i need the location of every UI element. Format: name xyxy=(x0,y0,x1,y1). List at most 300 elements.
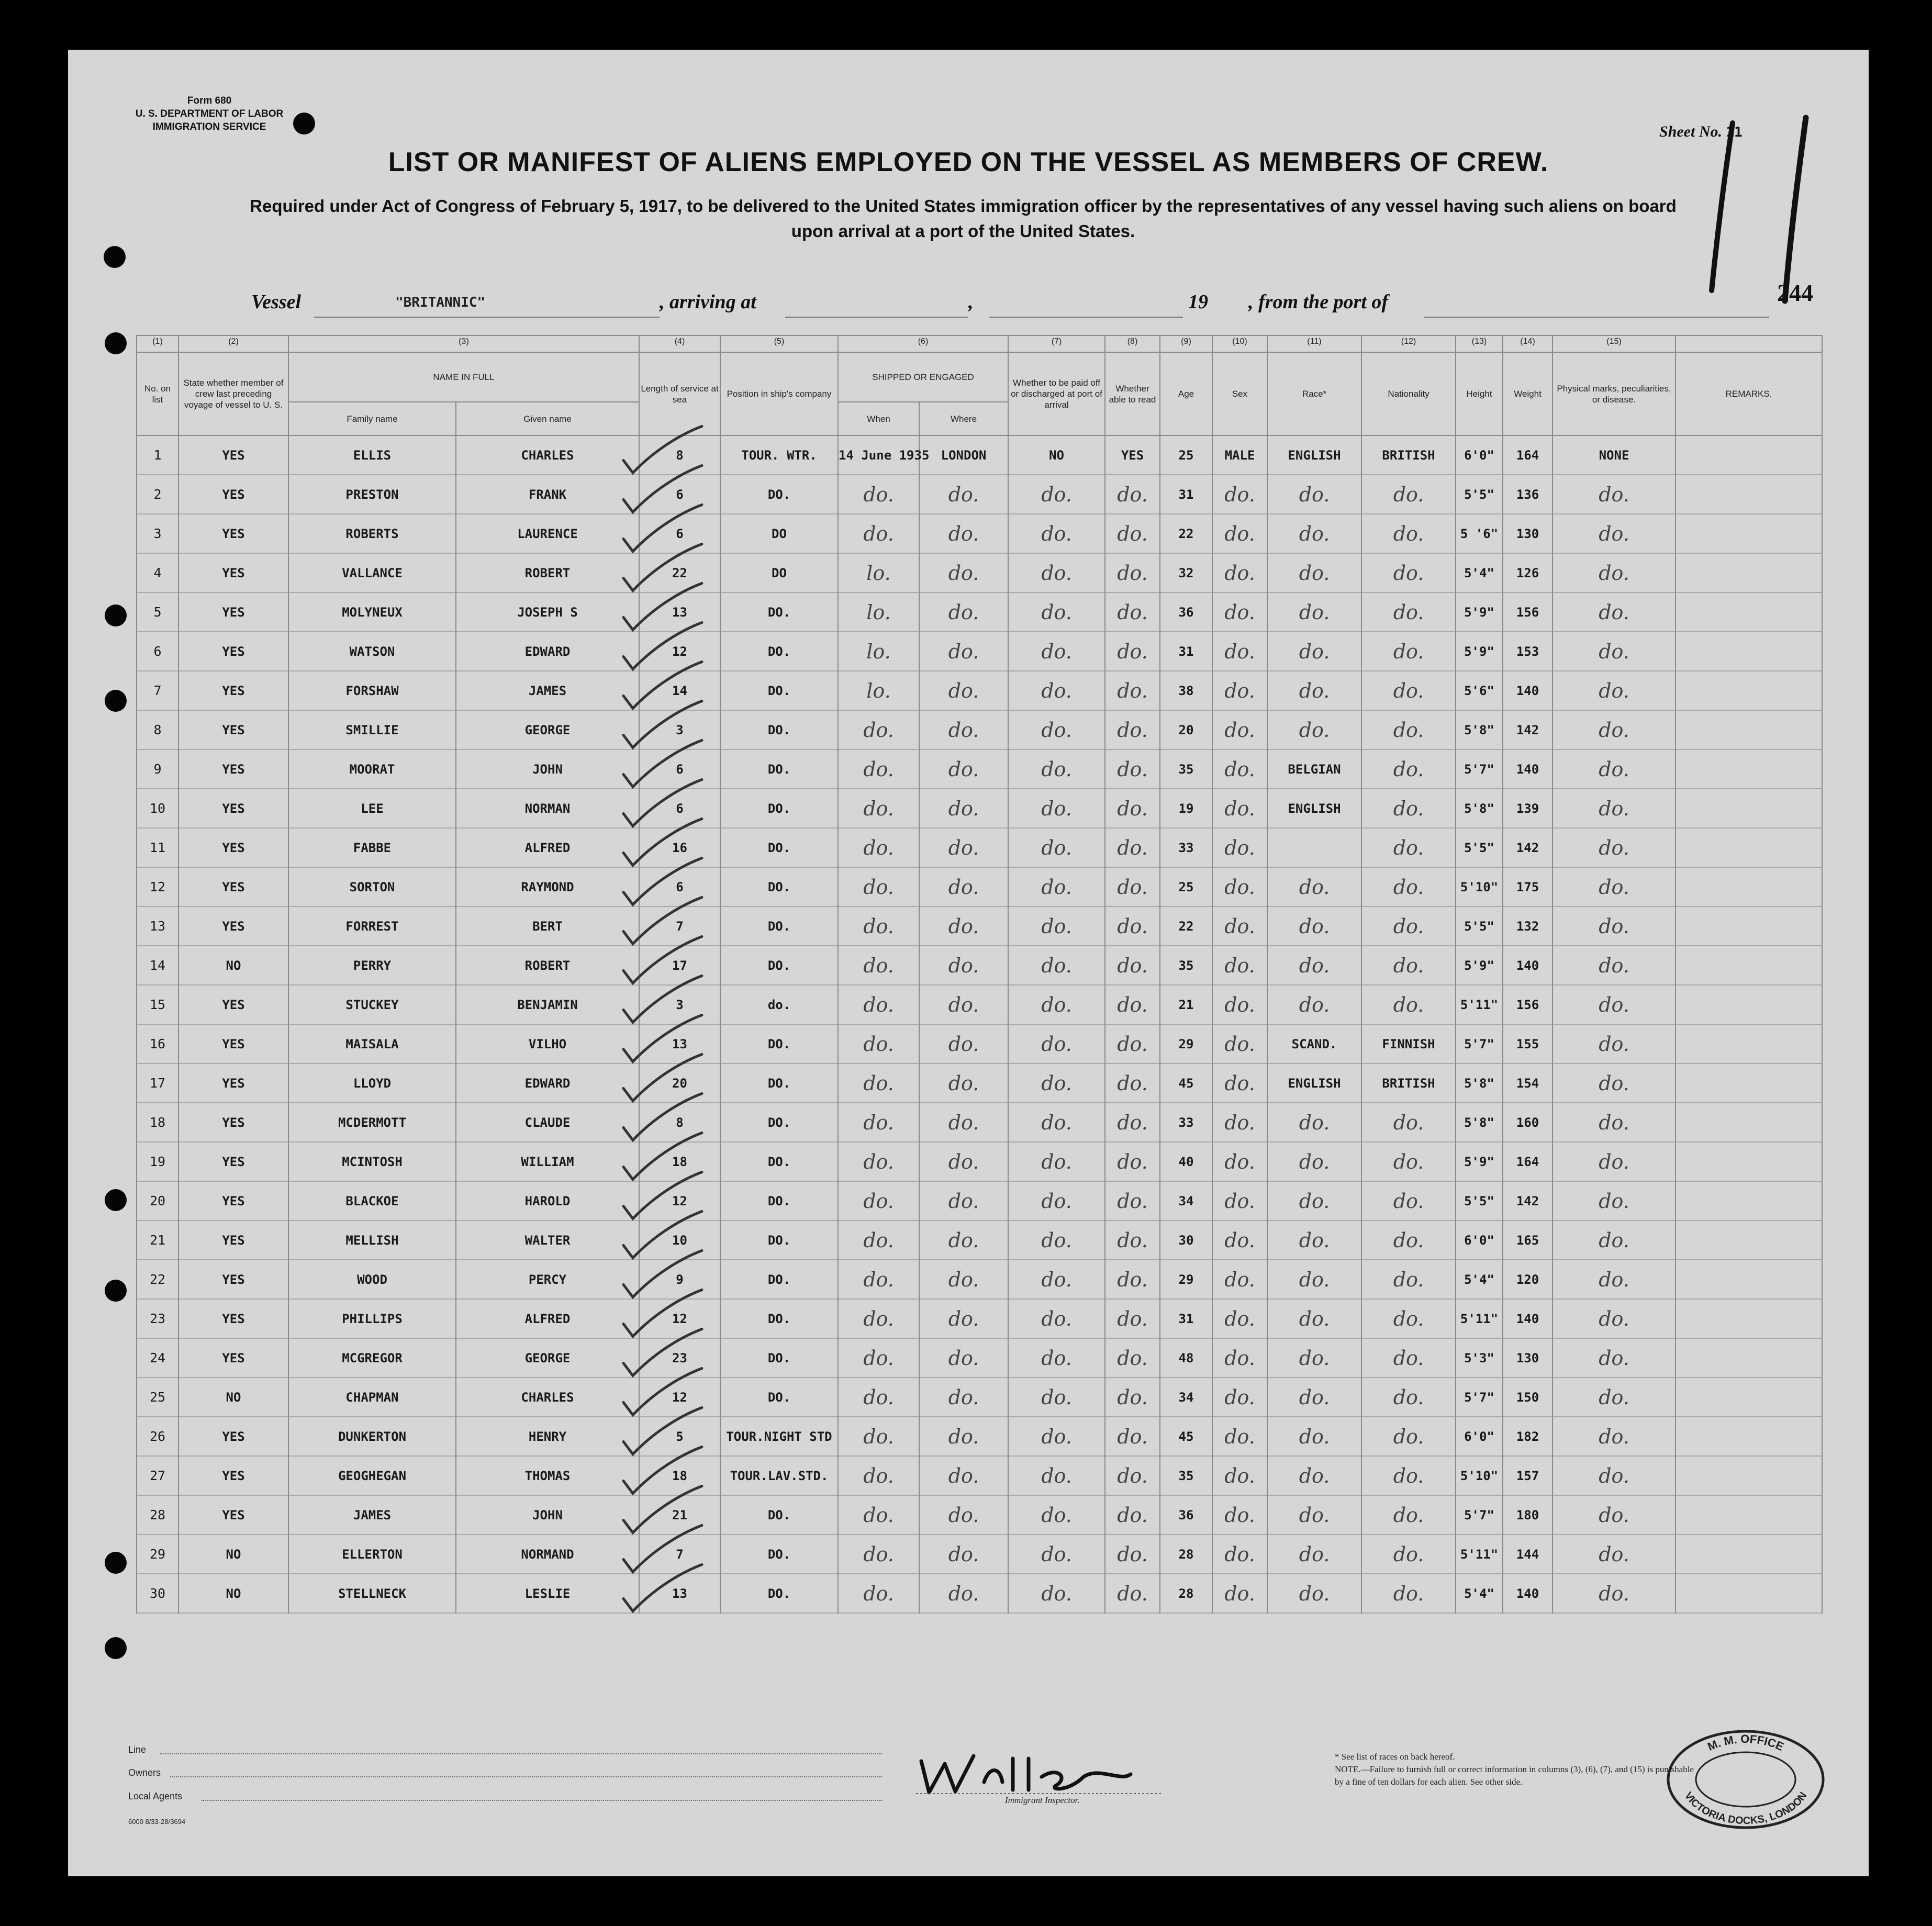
sex-cell: do. xyxy=(1212,710,1267,749)
nationality-cell: do. xyxy=(1361,632,1456,671)
race-cell: do. xyxy=(1267,1535,1361,1574)
svg-text:VICTORIA DOCKS, LONDON xyxy=(1682,1790,1810,1827)
header-physical-marks: Physical marks, peculiarities, or disease. xyxy=(1553,352,1676,435)
engaged-where-cell: do. xyxy=(919,514,1008,553)
manifest-sheet xyxy=(68,50,1869,1876)
position-cell: DO. xyxy=(720,1181,838,1220)
inspector-label: Immigrant Inspector. xyxy=(1005,1795,1080,1805)
note-races: * See list of races on back hereof. xyxy=(1335,1752,1455,1762)
service-length-cell: 6 xyxy=(639,789,720,828)
family-name-cell: WATSON xyxy=(288,632,456,671)
able-to-read-cell: do. xyxy=(1105,592,1160,632)
weight-cell: 153 xyxy=(1503,632,1553,671)
family-name-cell: CHAPMAN xyxy=(288,1378,456,1417)
height-cell: 5'6" xyxy=(1456,671,1503,710)
physical-marks-cell: do. xyxy=(1553,906,1676,946)
engaged-where-cell: do. xyxy=(919,475,1008,514)
table-row xyxy=(137,789,1822,828)
age-cell: 33 xyxy=(1160,1103,1212,1142)
race-cell: do. xyxy=(1267,1378,1361,1417)
race-cell: do. xyxy=(1267,1338,1361,1378)
able-to-read-cell: do. xyxy=(1105,749,1160,789)
weight-cell: 140 xyxy=(1503,1574,1553,1613)
row-number: 9 xyxy=(137,749,178,789)
engaged-where-cell: do. xyxy=(919,1142,1008,1181)
height-cell: 5'10" xyxy=(1456,1456,1503,1495)
service-length-cell: 13 xyxy=(639,1024,720,1063)
engaged-when-cell: do. xyxy=(838,867,919,906)
physical-marks-cell: do. xyxy=(1553,1142,1676,1181)
height-cell: 5'11" xyxy=(1456,985,1503,1024)
nationality-cell: do. xyxy=(1361,1220,1456,1260)
crew-last-voyage-cell: YES xyxy=(178,1024,288,1063)
given-name-cell: HAROLD xyxy=(456,1181,639,1220)
engaged-where-cell: do. xyxy=(919,749,1008,789)
able-to-read-cell: do. xyxy=(1105,1495,1160,1535)
able-to-read-cell: do. xyxy=(1105,632,1160,671)
family-name-cell: PRESTON xyxy=(288,475,456,514)
remarks-cell xyxy=(1676,1417,1822,1456)
crew-last-voyage-cell: NO xyxy=(178,946,288,985)
colnum-5: (5) xyxy=(720,335,838,352)
crew-last-voyage-cell: YES xyxy=(178,592,288,632)
position-cell: DO. xyxy=(720,1024,838,1063)
paid-off-cell: do. xyxy=(1008,906,1105,946)
nationality-cell: do. xyxy=(1361,1456,1456,1495)
race-cell: do. xyxy=(1267,946,1361,985)
age-cell: 40 xyxy=(1160,1142,1212,1181)
able-to-read-cell: do. xyxy=(1105,671,1160,710)
header-name-in-full: NAME IN FULL xyxy=(288,352,639,402)
paid-off-cell: do. xyxy=(1008,1338,1105,1378)
race-cell: do. xyxy=(1267,1181,1361,1220)
engaged-where-cell: do. xyxy=(919,1495,1008,1535)
age-cell: 35 xyxy=(1160,946,1212,985)
weight-cell: 140 xyxy=(1503,1299,1553,1338)
weight-cell: 182 xyxy=(1503,1417,1553,1456)
age-cell: 28 xyxy=(1160,1535,1212,1574)
given-name-cell: GEORGE xyxy=(456,710,639,749)
binding-hole xyxy=(105,1280,127,1302)
line-underline xyxy=(160,1753,882,1754)
able-to-read-cell: do. xyxy=(1105,1378,1160,1417)
table-row xyxy=(137,1456,1822,1495)
remarks-cell xyxy=(1676,710,1822,749)
family-name-cell: SORTON xyxy=(288,867,456,906)
race-cell: do. xyxy=(1267,632,1361,671)
remarks-cell xyxy=(1676,1063,1822,1103)
height-cell: 5'8" xyxy=(1456,789,1503,828)
colnum-3: (3) xyxy=(288,335,639,352)
crew-last-voyage-cell: YES xyxy=(178,1260,288,1299)
physical-marks-cell: do. xyxy=(1553,789,1676,828)
engaged-where-cell: do. xyxy=(919,789,1008,828)
paid-off-cell: do. xyxy=(1008,1220,1105,1260)
sex-cell: do. xyxy=(1212,1024,1267,1063)
remarks-cell xyxy=(1676,1495,1822,1535)
race-cell: do. xyxy=(1267,671,1361,710)
weight-cell: 126 xyxy=(1503,553,1553,592)
header-no: No. on list xyxy=(137,352,178,435)
able-to-read-cell: do. xyxy=(1105,710,1160,749)
height-cell: 5'3" xyxy=(1456,1338,1503,1378)
nationality-cell: do. xyxy=(1361,906,1456,946)
engaged-where-cell: do. xyxy=(919,710,1008,749)
family-name-cell: GEOGHEGAN xyxy=(288,1456,456,1495)
family-name-cell: MOLYNEUX xyxy=(288,592,456,632)
able-to-read-cell: do. xyxy=(1105,1181,1160,1220)
remarks-cell xyxy=(1676,592,1822,632)
physical-marks-cell: do. xyxy=(1553,1338,1676,1378)
nationality-cell: do. xyxy=(1361,1378,1456,1417)
form-identifier xyxy=(123,94,296,133)
family-name-cell: VALLANCE xyxy=(288,553,456,592)
colnum-1: (1) xyxy=(137,335,178,352)
colnum-8: (8) xyxy=(1105,335,1160,352)
table-row xyxy=(137,749,1822,789)
service-length-cell: 14 xyxy=(639,671,720,710)
service-length-cell: 22 xyxy=(639,553,720,592)
physical-marks-cell: do. xyxy=(1553,553,1676,592)
able-to-read-cell: do. xyxy=(1105,1103,1160,1142)
engaged-when-cell: do. xyxy=(838,475,919,514)
engaged-when-cell: lo. xyxy=(838,671,919,710)
weight-cell: 120 xyxy=(1503,1260,1553,1299)
height-cell: 5'7" xyxy=(1456,749,1503,789)
owners-label: Owners xyxy=(128,1767,161,1778)
paid-off-cell: do. xyxy=(1008,1063,1105,1103)
able-to-read-cell: do. xyxy=(1105,514,1160,553)
header-paid-off: Whether to be paid off or discharged at port of arrival xyxy=(1008,352,1105,435)
service-length-cell: 12 xyxy=(639,632,720,671)
row-number: 16 xyxy=(137,1024,178,1063)
given-name-cell: HENRY xyxy=(456,1417,639,1456)
position-cell: DO. xyxy=(720,946,838,985)
crew-last-voyage-cell: YES xyxy=(178,514,288,553)
service-length-cell: 6 xyxy=(639,475,720,514)
remarks-cell xyxy=(1676,632,1822,671)
colnum-14: (14) xyxy=(1503,335,1553,352)
row-number: 15 xyxy=(137,985,178,1024)
height-cell: 5'9" xyxy=(1456,592,1503,632)
sex-cell: do. xyxy=(1212,789,1267,828)
age-cell: 28 xyxy=(1160,1574,1212,1613)
given-name-cell: LAURENCE xyxy=(456,514,639,553)
service-name: IMMIGRATION SERVICE xyxy=(152,121,266,132)
header-height: Height xyxy=(1456,352,1503,435)
family-name-cell: MCDERMOTT xyxy=(288,1103,456,1142)
engaged-when-cell: do. xyxy=(838,1220,919,1260)
height-cell: 6'0" xyxy=(1456,1220,1503,1260)
service-length-cell: 7 xyxy=(639,906,720,946)
age-cell: 48 xyxy=(1160,1338,1212,1378)
colnum-9: (9) xyxy=(1160,335,1212,352)
engaged-where-cell: do. xyxy=(919,632,1008,671)
engaged-when-cell: do. xyxy=(838,1417,919,1456)
table-row xyxy=(137,1181,1822,1220)
remarks-cell xyxy=(1676,789,1822,828)
family-name-cell: MCINTOSH xyxy=(288,1142,456,1181)
given-name-cell: CHARLES xyxy=(456,435,639,475)
able-to-read-cell: do. xyxy=(1105,1456,1160,1495)
able-to-read-cell: do. xyxy=(1105,985,1160,1024)
nationality-cell: FINNISH xyxy=(1361,1024,1456,1063)
remarks-cell xyxy=(1676,1220,1822,1260)
header-remarks: REMARKS. xyxy=(1676,352,1822,435)
age-cell: 20 xyxy=(1160,710,1212,749)
weight-cell: 154 xyxy=(1503,1063,1553,1103)
service-length-cell: 6 xyxy=(639,514,720,553)
sheet-number: 11 xyxy=(1726,125,1743,140)
given-name-cell: NORMAND xyxy=(456,1535,639,1574)
race-cell: do. xyxy=(1267,1574,1361,1613)
given-name-cell: ROBERT xyxy=(456,553,639,592)
row-number: 10 xyxy=(137,789,178,828)
paid-off-cell: do. xyxy=(1008,749,1105,789)
paid-off-cell: do. xyxy=(1008,1142,1105,1181)
remarks-cell xyxy=(1676,1378,1822,1417)
engaged-where-cell: do. xyxy=(919,828,1008,867)
service-length-cell: 23 xyxy=(639,1338,720,1378)
race-cell: do. xyxy=(1267,1260,1361,1299)
physical-marks-cell: do. xyxy=(1553,1299,1676,1338)
given-name-cell: JOHN xyxy=(456,1495,639,1535)
colnum-16 xyxy=(1676,335,1822,352)
able-to-read-cell: do. xyxy=(1105,946,1160,985)
engaged-when-cell: do. xyxy=(838,1535,919,1574)
table-row xyxy=(137,1063,1822,1103)
given-name-cell: JOHN xyxy=(456,749,639,789)
race-cell: ENGLISH xyxy=(1267,1063,1361,1103)
race-cell: do. xyxy=(1267,1220,1361,1260)
header-length-of-service: Length of service at sea xyxy=(639,352,720,435)
table-row xyxy=(137,906,1822,946)
position-cell: DO. xyxy=(720,1063,838,1103)
given-name-cell: NORMAN xyxy=(456,789,639,828)
given-name-cell: WALTER xyxy=(456,1220,639,1260)
crew-manifest-table xyxy=(136,335,1823,1614)
given-name-cell: VILHO xyxy=(456,1024,639,1063)
sex-cell: do. xyxy=(1212,828,1267,867)
paid-off-cell: do. xyxy=(1008,828,1105,867)
physical-marks-cell: do. xyxy=(1553,1417,1676,1456)
header-given-name: Given name xyxy=(456,402,639,435)
height-cell: 5'11" xyxy=(1456,1535,1503,1574)
weight-cell: 180 xyxy=(1503,1495,1553,1535)
table-row xyxy=(137,1024,1822,1063)
service-length-cell: 10 xyxy=(639,1220,720,1260)
crew-last-voyage-cell: YES xyxy=(178,1495,288,1535)
family-name-cell: ELLIS xyxy=(288,435,456,475)
header-family-name: Family name xyxy=(288,402,456,435)
sex-cell: do. xyxy=(1212,1142,1267,1181)
height-cell: 5'8" xyxy=(1456,1103,1503,1142)
remarks-cell xyxy=(1676,1535,1822,1574)
paid-off-cell: do. xyxy=(1008,475,1105,514)
race-cell: do. xyxy=(1267,906,1361,946)
age-cell: 31 xyxy=(1160,632,1212,671)
physical-marks-cell: do. xyxy=(1553,514,1676,553)
family-name-cell: FABBE xyxy=(288,828,456,867)
age-cell: 36 xyxy=(1160,592,1212,632)
height-cell: 5'10" xyxy=(1456,867,1503,906)
crew-last-voyage-cell: YES xyxy=(178,475,288,514)
given-name-cell: PERCY xyxy=(456,1260,639,1299)
port-underline xyxy=(1424,317,1769,318)
engaged-when-cell: do. xyxy=(838,1456,919,1495)
position-cell: TOUR.LAV.STD. xyxy=(720,1456,838,1495)
arriving-label: , arriving at xyxy=(660,291,756,313)
given-name-cell: WILLIAM xyxy=(456,1142,639,1181)
age-cell: 35 xyxy=(1160,749,1212,789)
year-label: 19 xyxy=(1188,291,1208,313)
header-position: Position in ship's company xyxy=(720,352,838,435)
weight-cell: 130 xyxy=(1503,514,1553,553)
remarks-cell xyxy=(1676,867,1822,906)
height-cell: 5'9" xyxy=(1456,632,1503,671)
vessel-name: "BRITANNIC" xyxy=(395,295,486,310)
weight-cell: 139 xyxy=(1503,789,1553,828)
paid-off-cell: do. xyxy=(1008,710,1105,749)
vessel-underline xyxy=(314,317,660,318)
height-cell: 5'4" xyxy=(1456,1574,1503,1613)
age-cell: 45 xyxy=(1160,1063,1212,1103)
race-cell: ENGLISH xyxy=(1267,435,1361,475)
able-to-read-cell: do. xyxy=(1105,867,1160,906)
family-name-cell: SMILLIE xyxy=(288,710,456,749)
physical-marks-cell: do. xyxy=(1553,1220,1676,1260)
print-code: 6000 8/33-28/3694 xyxy=(128,1818,186,1826)
header-row-top xyxy=(137,352,1822,402)
weight-cell: 160 xyxy=(1503,1103,1553,1142)
given-name-cell: ALFRED xyxy=(456,1299,639,1338)
age-cell: 19 xyxy=(1160,789,1212,828)
row-number: 23 xyxy=(137,1299,178,1338)
table-row xyxy=(137,1260,1822,1299)
table-row xyxy=(137,1103,1822,1142)
colnum-6: (6) xyxy=(838,335,1008,352)
crew-last-voyage-cell: YES xyxy=(178,435,288,475)
weight-cell: 140 xyxy=(1503,671,1553,710)
physical-marks-cell: do. xyxy=(1553,1181,1676,1220)
date-underline xyxy=(989,317,1183,318)
engaged-when-cell: do. xyxy=(838,1299,919,1338)
sex-cell: do. xyxy=(1212,1535,1267,1574)
height-cell: 5'8" xyxy=(1456,710,1503,749)
table-row xyxy=(137,632,1822,671)
paid-off-cell: do. xyxy=(1008,671,1105,710)
race-cell: do. xyxy=(1267,867,1361,906)
position-cell: DO xyxy=(720,514,838,553)
remarks-cell xyxy=(1676,749,1822,789)
table-row xyxy=(137,1220,1822,1260)
able-to-read-cell: do. xyxy=(1105,906,1160,946)
able-to-read-cell: do. xyxy=(1105,1024,1160,1063)
weight-cell: 156 xyxy=(1503,985,1553,1024)
crew-last-voyage-cell: NO xyxy=(178,1535,288,1574)
service-length-cell: 12 xyxy=(639,1378,720,1417)
position-cell: DO. xyxy=(720,1299,838,1338)
sex-cell: do. xyxy=(1212,985,1267,1024)
weight-cell: 140 xyxy=(1503,946,1553,985)
position-cell: DO. xyxy=(720,475,838,514)
position-cell: DO. xyxy=(720,1574,838,1613)
able-to-read-cell: do. xyxy=(1105,1299,1160,1338)
height-cell: 5'7" xyxy=(1456,1495,1503,1535)
race-cell: do. xyxy=(1267,514,1361,553)
sex-cell: do. xyxy=(1212,1378,1267,1417)
remarks-cell xyxy=(1676,985,1822,1024)
nationality-cell: do. xyxy=(1361,1142,1456,1181)
remarks-cell xyxy=(1676,828,1822,867)
physical-marks-cell: do. xyxy=(1553,985,1676,1024)
family-name-cell: MCGREGOR xyxy=(288,1338,456,1378)
engaged-when-cell: lo. xyxy=(838,592,919,632)
family-name-cell: BLACKOE xyxy=(288,1181,456,1220)
row-number: 27 xyxy=(137,1456,178,1495)
table-row xyxy=(137,867,1822,906)
nationality-cell: do. xyxy=(1361,985,1456,1024)
nationality-cell: do. xyxy=(1361,789,1456,828)
weight-cell: 130 xyxy=(1503,1338,1553,1378)
race-cell: do. xyxy=(1267,1456,1361,1495)
paid-off-cell: do. xyxy=(1008,553,1105,592)
crew-last-voyage-cell: YES xyxy=(178,1063,288,1103)
race-cell: do. xyxy=(1267,1495,1361,1535)
paid-off-cell: do. xyxy=(1008,985,1105,1024)
position-cell: DO xyxy=(720,553,838,592)
nationality-cell: do. xyxy=(1361,1574,1456,1613)
physical-marks-cell: do. xyxy=(1553,1024,1676,1063)
age-cell: 45 xyxy=(1160,1417,1212,1456)
physical-marks-cell: do. xyxy=(1553,1260,1676,1299)
service-length-cell: 7 xyxy=(639,1535,720,1574)
remarks-cell xyxy=(1676,1574,1822,1613)
crew-rows xyxy=(137,435,1822,1613)
row-number: 19 xyxy=(137,1142,178,1181)
crew-last-voyage-cell: YES xyxy=(178,1103,288,1142)
weight-cell: 144 xyxy=(1503,1535,1553,1574)
table-header xyxy=(137,335,1822,435)
service-length-cell: 20 xyxy=(639,1063,720,1103)
physical-marks-cell: NONE xyxy=(1553,435,1676,475)
colnum-10: (10) xyxy=(1212,335,1267,352)
nationality-cell: do. xyxy=(1361,1495,1456,1535)
family-name-cell: WOOD xyxy=(288,1260,456,1299)
crew-last-voyage-cell: YES xyxy=(178,749,288,789)
sex-cell: MALE xyxy=(1212,435,1267,475)
able-to-read-cell: do. xyxy=(1105,828,1160,867)
height-cell: 5'4" xyxy=(1456,553,1503,592)
height-cell: 6'0" xyxy=(1456,435,1503,475)
race-cell: do. xyxy=(1267,1299,1361,1338)
crew-last-voyage-cell: YES xyxy=(178,553,288,592)
able-to-read-cell: do. xyxy=(1105,1220,1160,1260)
engaged-where-cell: do. xyxy=(919,1260,1008,1299)
service-length-cell: 13 xyxy=(639,1574,720,1613)
paid-off-cell: do. xyxy=(1008,1181,1105,1220)
remarks-cell xyxy=(1676,1260,1822,1299)
sex-cell: do. xyxy=(1212,749,1267,789)
crew-last-voyage-cell: YES xyxy=(178,632,288,671)
engaged-where-cell: do. xyxy=(919,671,1008,710)
age-cell: 30 xyxy=(1160,1220,1212,1260)
sex-cell: do. xyxy=(1212,946,1267,985)
engaged-where-cell: do. xyxy=(919,985,1008,1024)
row-number: 13 xyxy=(137,906,178,946)
service-length-cell: 18 xyxy=(639,1456,720,1495)
crew-last-voyage-cell: YES xyxy=(178,1299,288,1338)
